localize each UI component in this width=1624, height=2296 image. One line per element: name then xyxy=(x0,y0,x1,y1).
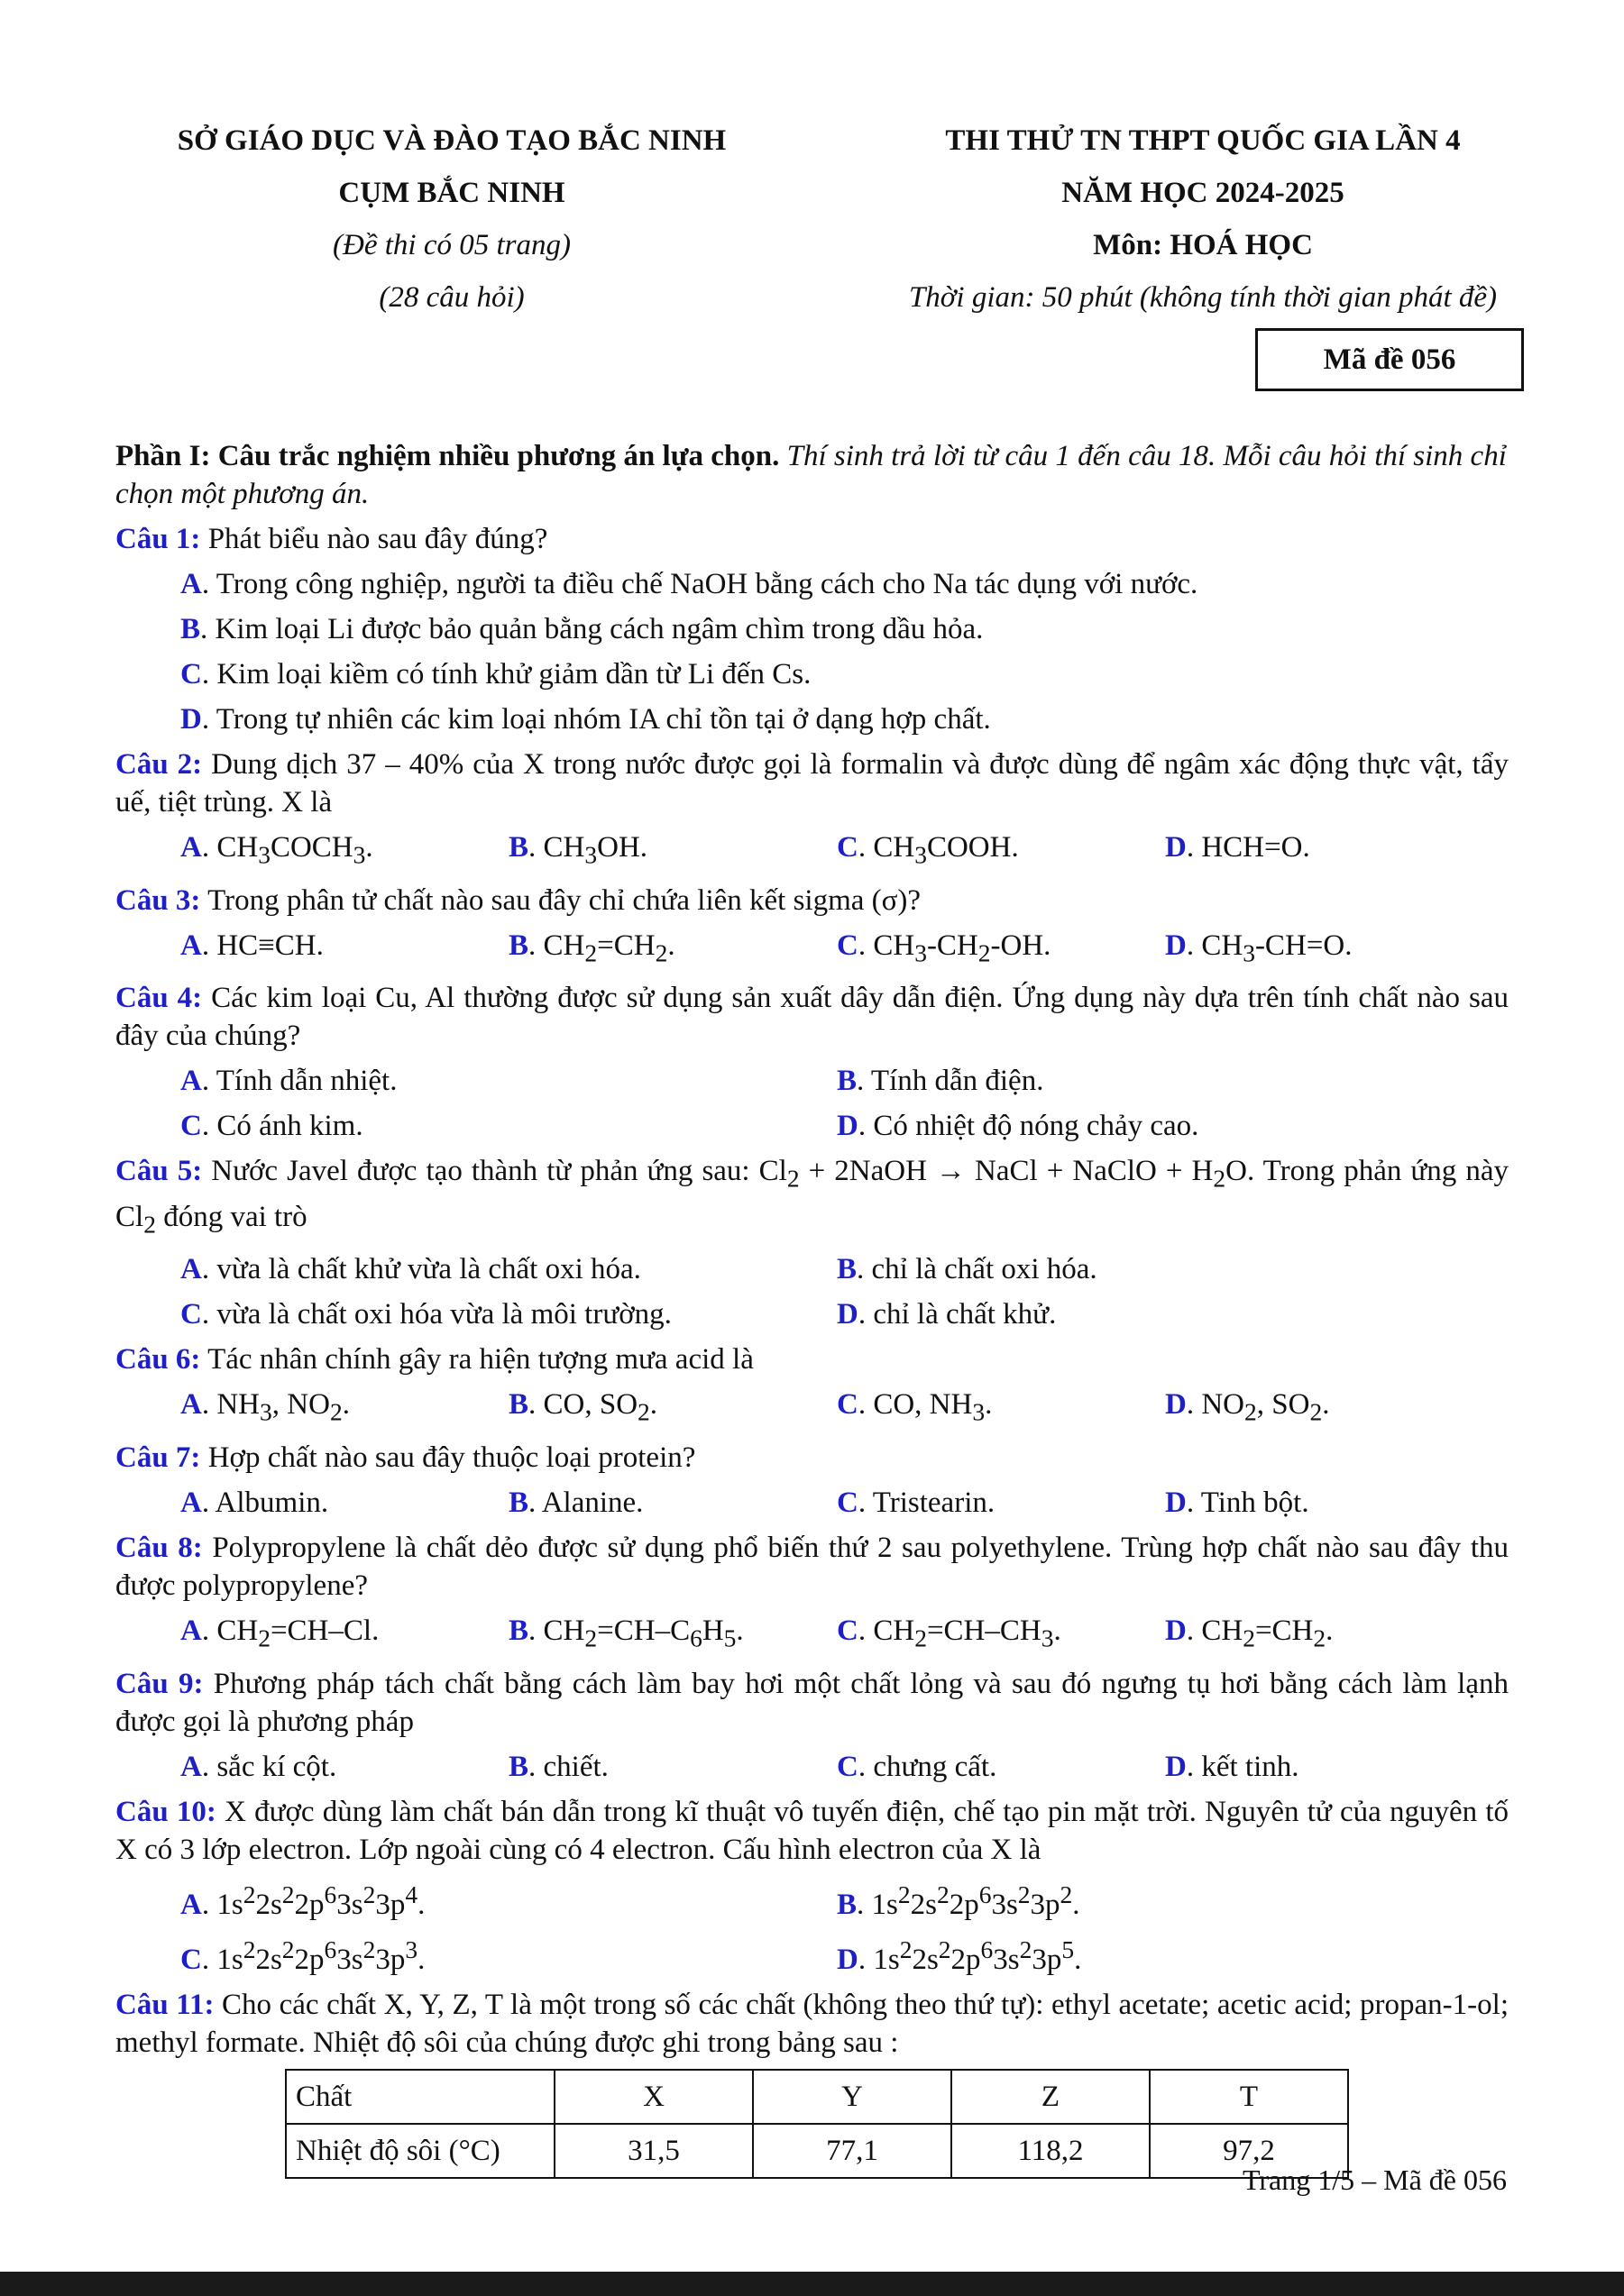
option-b xyxy=(837,1250,1493,1288)
option-d xyxy=(1165,927,1493,973)
table-cell: 77,1 xyxy=(753,2124,951,2178)
option-letter: B xyxy=(837,1253,858,1286)
option-b xyxy=(837,1876,1493,1924)
option-text: . $CH_2=CH-C_6H_5$. xyxy=(528,1614,744,1652)
option-c xyxy=(837,1386,1165,1432)
option-list xyxy=(115,1250,1509,1333)
question-7 xyxy=(115,1439,1509,1477)
question-label: Câu 10: xyxy=(115,1795,216,1828)
question-stem: Trong phân tử chất nào sau đây chỉ chứa liên kết sigma (σ)? xyxy=(200,883,922,917)
option-a xyxy=(180,927,509,973)
option-text: . $CH_2=CH_2$. xyxy=(1186,1614,1334,1652)
option-text: . $CH_3-CH=O$. xyxy=(1186,928,1353,967)
header-right-line2: NĂM HỌC 2024-2025 xyxy=(1061,177,1344,209)
option-letter: B xyxy=(837,1888,858,1921)
option-d xyxy=(1165,1484,1493,1522)
option-text: . CO, $NH_3$. xyxy=(858,1388,993,1426)
table-row xyxy=(286,2124,1348,2178)
table-header-cell: Chất xyxy=(286,2070,555,2124)
question-4 xyxy=(115,979,1509,1055)
table-header-cell: X xyxy=(555,2070,753,2124)
question-stem: Phương pháp tách chất bằng cách làm bay hơi một chất lỏng và sau đó ngưng tụ hơi bằng cách làm lạnh được gọi là phương pháp xyxy=(115,1667,1509,1738)
option-text: . Trong tự nhiên các kim loại nhóm IA chỉ tồn tại ở dạng hợp chất. xyxy=(201,703,991,736)
option-letter: A xyxy=(180,1253,202,1286)
option-a xyxy=(180,565,1493,603)
option-letter: D xyxy=(837,1298,858,1331)
exam-code: Mã đề 056 xyxy=(1323,343,1456,376)
option-list xyxy=(115,1484,1509,1522)
option-b xyxy=(509,1748,837,1786)
option-d xyxy=(1165,1386,1493,1432)
question-1 xyxy=(115,520,1509,558)
option-list xyxy=(115,1748,1509,1786)
question-label: Câu 6: xyxy=(115,1343,201,1377)
option-b xyxy=(837,1062,1493,1100)
option-d xyxy=(837,1107,1493,1145)
question-stem: Tác nhân chính gây ra hiện tượng mưa acid là xyxy=(200,1343,754,1377)
option-letter: C xyxy=(837,1750,858,1783)
question-stem: Dung dịch 37 – 40% của X trong nước được gọi là formalin và được dùng để ngâm xác động thực vật, tẩy uế, tiệt trùng. X là xyxy=(115,748,1509,819)
question-10 xyxy=(115,1793,1509,1869)
option-letter: C xyxy=(837,1388,858,1422)
option-text: . Trong công nghiệp, người ta điều chế NaOH bằng cách cho Na tác dụng với nước. xyxy=(201,568,1198,600)
option-text: . $1s^22s^22p^63s^23p^3$. xyxy=(201,1935,426,1976)
option-d xyxy=(1165,828,1493,874)
option-letter: A xyxy=(180,831,202,864)
question-label: Câu 7: xyxy=(115,1441,201,1474)
part1-instruction: Thí sinh trả lời từ câu 1 đến câu 18. Mỗi câu hỏi thí sinh chỉ chọn một phương án. xyxy=(115,440,1507,510)
option-text: . $1s^22s^22p^63s^23p^4$. xyxy=(201,1880,426,1921)
option-letter: B xyxy=(509,1388,529,1422)
option-text: . $NH_3$, $NO_2$. xyxy=(201,1388,350,1426)
option-c xyxy=(837,1484,1165,1522)
option-letter: B xyxy=(509,1614,529,1647)
question-stem: Các kim loại Cu, Al thường được sử dụng sản xuất dây dẫn điện. Ứng dụng này dựa trên tính chất nào sau đây của chúng? xyxy=(115,982,1509,1053)
question-label: Câu 3: xyxy=(115,883,201,917)
table-cell: 97,2 xyxy=(1150,2124,1348,2178)
option-a xyxy=(180,1876,837,1924)
bottom-band xyxy=(0,2272,1624,2296)
option-text: . $CH_3OH$. xyxy=(528,831,648,869)
question-2 xyxy=(115,746,1509,821)
question-label: Câu 4: xyxy=(115,982,203,1015)
question-stem: Cho các chất X, Y, Z, T là một trong số các chất (không theo thứ tự): ethyl acetate; acetic acid; propan-1-ol; methyl formate. Nhiệt độ sôi của chúng được ghi trong bảng sau : xyxy=(115,1988,1509,2059)
option-letter: C xyxy=(180,1943,202,1976)
option-letter: D xyxy=(837,1943,858,1976)
question-stem: Phát biểu nào sau đây đúng? xyxy=(200,523,548,555)
option-text: . Tinh bột. xyxy=(1186,1486,1309,1519)
option-letter: D xyxy=(1165,831,1187,864)
option-letter: A xyxy=(180,1065,202,1098)
option-letter: D xyxy=(1165,1750,1187,1783)
option-letter: B xyxy=(509,1486,529,1519)
option-a xyxy=(180,1748,509,1786)
option-text: . $1s^22s^22p^63s^23p^2$. xyxy=(857,1880,1080,1921)
option-a xyxy=(180,828,509,874)
question-11 xyxy=(115,1986,1509,2062)
option-letter: A xyxy=(180,568,202,600)
option-text: . $CH_2=CH-Cl$. xyxy=(201,1614,380,1652)
option-letter: A xyxy=(180,1888,202,1921)
option-text: . chưng cất. xyxy=(858,1750,997,1783)
option-text: . chỉ là chất khử. xyxy=(858,1298,1057,1331)
table-cell: 118,2 xyxy=(951,2124,1150,2178)
header-right-line4: Thời gian: 50 phút (không tính thời gian phát đề) xyxy=(908,281,1498,314)
question-8 xyxy=(115,1529,1509,1605)
option-text: . vừa là chất khử vừa là chất oxi hóa. xyxy=(201,1253,641,1286)
table-cell: Nhiệt độ sôi (°C) xyxy=(286,2124,555,2178)
option-b xyxy=(509,828,837,874)
option-d xyxy=(1165,1612,1493,1658)
option-letter: B xyxy=(509,831,529,864)
page-footer: Trang 1/5 – Mã đề 056 xyxy=(1242,2163,1507,2196)
question-5 xyxy=(115,1152,1509,1243)
table-header-row xyxy=(286,2070,1348,2124)
option-letter: D xyxy=(180,703,202,736)
option-a xyxy=(180,1250,837,1288)
option-list xyxy=(115,1386,1509,1432)
option-letter: A xyxy=(180,1388,202,1422)
option-text: . Alanine. xyxy=(528,1486,644,1519)
part1-title: Phần I: Câu trắc nghiệm nhiều phương án lựa chọn. xyxy=(115,440,780,472)
option-c xyxy=(837,1612,1165,1658)
table-header-cell: Y xyxy=(753,2070,951,2124)
option-letter: C xyxy=(837,831,858,864)
option-text: . Albumin. xyxy=(201,1486,329,1519)
option-d xyxy=(837,1295,1493,1333)
option-d xyxy=(837,1931,1493,1979)
option-text: . $CH_2=CH-CH_3$. xyxy=(858,1614,1061,1652)
option-list xyxy=(115,1876,1509,1979)
option-letter: B xyxy=(509,1750,529,1783)
option-text: . HCH=O. xyxy=(1186,831,1310,864)
exam-content xyxy=(115,437,1509,2179)
option-b xyxy=(509,927,837,973)
option-c xyxy=(180,1295,837,1333)
question-label: Câu 8: xyxy=(115,1531,203,1564)
option-b xyxy=(509,1612,837,1658)
option-text: . Tristearin. xyxy=(858,1486,996,1519)
option-letter: B xyxy=(509,928,529,962)
option-b xyxy=(180,610,1493,648)
option-text: . CO, $SO_2$. xyxy=(528,1388,658,1426)
option-text: . Có ánh kim. xyxy=(201,1110,363,1143)
question-label: Câu 9: xyxy=(115,1667,204,1700)
option-text: . $CH_2=CH_2$. xyxy=(528,928,675,967)
option-letter: D xyxy=(1165,1388,1187,1422)
option-letter: D xyxy=(1165,928,1187,962)
option-letter: A xyxy=(180,1486,202,1519)
option-letter: C xyxy=(180,1110,202,1143)
boiling-point-table xyxy=(285,2069,1349,2179)
option-letter: D xyxy=(1165,1614,1187,1647)
option-letter: D xyxy=(1165,1486,1187,1519)
option-text: . Tính dẫn điện. xyxy=(857,1065,1044,1098)
option-text: . $CH_3-CH_2-OH$. xyxy=(858,928,1051,967)
option-letter: C xyxy=(837,928,858,962)
question-9 xyxy=(115,1665,1509,1741)
option-letter: C xyxy=(837,1614,858,1647)
option-text: . $CH_3COCH_3$. xyxy=(201,831,373,869)
option-d xyxy=(180,700,1493,738)
option-text: . HC≡CH. xyxy=(201,928,324,962)
question-label: Câu 5: xyxy=(115,1155,203,1188)
question-6 xyxy=(115,1340,1509,1378)
question-label: Câu 11: xyxy=(115,1988,215,2021)
option-letter: D xyxy=(837,1110,858,1143)
option-text: . chiết. xyxy=(528,1750,609,1783)
option-c xyxy=(180,1931,837,1979)
option-letter: A xyxy=(180,1750,202,1783)
option-text: . vừa là chất oxi hóa vừa là môi trường. xyxy=(201,1298,672,1331)
option-list xyxy=(115,1612,1509,1658)
option-text: . $NO_2$, $SO_2$. xyxy=(1186,1388,1330,1426)
option-text: . Kim loại Li được bảo quản bằng cách ngâm chìm trong dầu hỏa. xyxy=(200,613,984,645)
table-cell: 31,5 xyxy=(555,2124,753,2178)
option-c xyxy=(837,1748,1165,1786)
option-text: . sắc kí cột. xyxy=(201,1750,337,1783)
header-right-line3: Môn: HOÁ HỌC xyxy=(1093,229,1313,261)
option-letter: C xyxy=(837,1486,858,1519)
option-c xyxy=(180,1107,837,1145)
header-right-line1: THI THỬ TN THPT QUỐC GIA LẦN 4 xyxy=(945,124,1461,157)
option-text: . chỉ là chất oxi hóa. xyxy=(857,1253,1097,1286)
header-left-line4: (28 câu hỏi) xyxy=(379,281,525,314)
option-a xyxy=(180,1484,509,1522)
option-text: . $1s^22s^22p^63s^23p^5$. xyxy=(858,1935,1082,1976)
option-text: . Kim loại kiềm có tính khử giảm dần từ Li đến Cs. xyxy=(201,658,812,691)
question-stem: Polypropylene là chất dẻo được sử dụng phổ biến thứ 2 sau polyethylene. Trùng hợp chất nào sau đây thu được polypropylene? xyxy=(115,1531,1509,1602)
question-stem: Nước Javel được tạo thành từ phản ứng sau: $Cl_2$ + 2NaOH → NaCl + NaClO + $H_2O$. Trong phản ứng này $Cl_2$ đóng vai trò xyxy=(115,1155,1509,1239)
table-header-cell: T xyxy=(1150,2070,1348,2124)
question-list xyxy=(115,520,1509,2062)
header-left-line2: CỤM BẮC NINH xyxy=(338,177,565,209)
option-b xyxy=(509,1386,837,1432)
option-text: . kết tinh. xyxy=(1186,1750,1299,1783)
option-letter: C xyxy=(180,658,202,691)
table-header-cell: Z xyxy=(951,2070,1150,2124)
option-list xyxy=(115,828,1509,874)
exam-code-box xyxy=(1255,328,1524,391)
option-list xyxy=(115,1062,1509,1145)
header-left-line3: (Đề thi có 05 trang) xyxy=(333,229,571,261)
question-label: Câu 2: xyxy=(115,748,203,781)
option-list xyxy=(115,565,1509,738)
option-text: . Có nhiệt độ nóng chảy cao. xyxy=(858,1110,1199,1143)
option-list xyxy=(115,927,1509,973)
option-text: . Tính dẫn nhiệt. xyxy=(201,1065,398,1098)
question-stem: X được dùng làm chất bán dẫn trong kĩ thuật vô tuyến điện, chế tạo pin mặt trời. Nguyên tử của nguyên tố X có 3 lớp electron. Lớp ngoài cùng có 4 electron. Cấu hình electron của X là xyxy=(115,1795,1509,1866)
part1-heading xyxy=(115,437,1509,513)
option-d xyxy=(1165,1748,1493,1786)
option-c xyxy=(837,828,1165,874)
option-a xyxy=(180,1386,509,1432)
option-a xyxy=(180,1612,509,1658)
option-c xyxy=(180,655,1493,693)
option-letter: A xyxy=(180,1614,202,1647)
header-left-line1: SỞ GIÁO DỤC VÀ ĐÀO TẠO BẮC NINH xyxy=(177,124,727,157)
question-label: Câu 1: xyxy=(115,523,201,555)
option-letter: B xyxy=(837,1065,858,1098)
question-3 xyxy=(115,882,1509,919)
option-c xyxy=(837,927,1165,973)
option-b xyxy=(509,1484,837,1522)
question-stem: Hợp chất nào sau đây thuộc loại protein? xyxy=(200,1441,696,1474)
option-letter: A xyxy=(180,928,202,962)
option-letter: C xyxy=(180,1298,202,1331)
option-letter: B xyxy=(180,613,201,645)
option-text: . $CH_3COOH$. xyxy=(858,831,1019,869)
option-a xyxy=(180,1062,837,1100)
